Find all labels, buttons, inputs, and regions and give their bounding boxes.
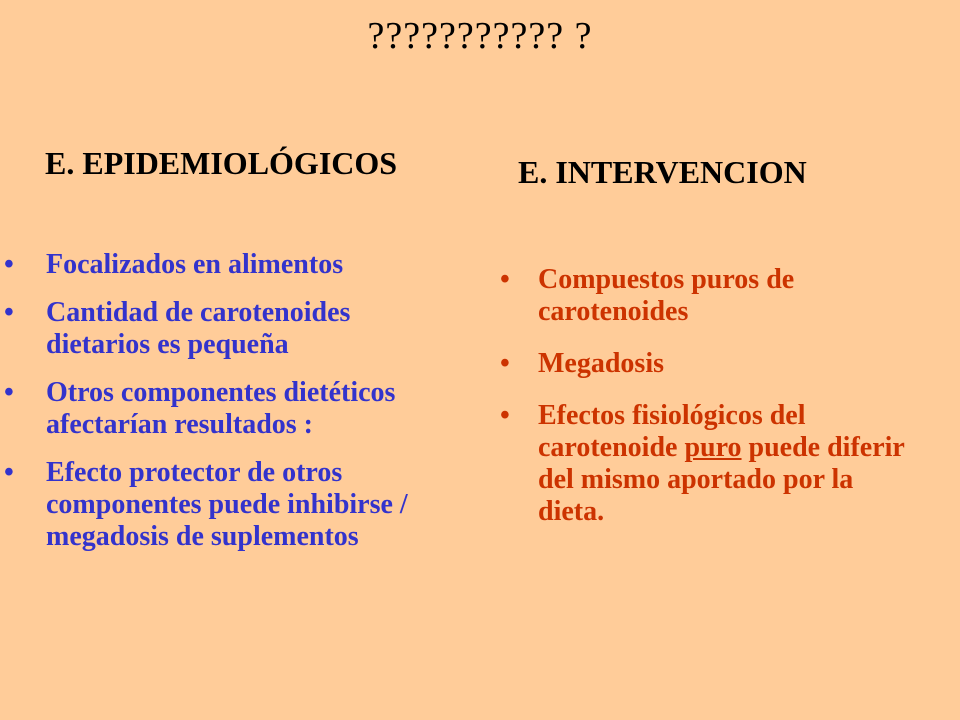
slide-title: ??????????? ? [367, 15, 593, 57]
list-item-text: Efecto protector de otros componentes puede inhibirse / megadosis de suplementos [46, 457, 408, 552]
bullet-icon: • [4, 297, 14, 328]
list-item-text: Cantidad de carotenoides dietarios es pequeña [46, 297, 351, 360]
bullet-icon: • [500, 400, 510, 431]
list-item-text: Otros componentes dietéticos afectarían resultados : [46, 377, 396, 440]
list-item-text-part: Efectos fisiológicos del carotenoide [538, 400, 806, 463]
list-item-text [538, 400, 904, 527]
bullet-icon: • [4, 377, 14, 408]
epidemiologicos-list [2, 249, 452, 569]
list-item [2, 377, 452, 441]
bullet-icon: • [500, 264, 510, 295]
intervencion-list [498, 264, 918, 548]
list-item [498, 348, 918, 380]
bullet-icon: • [4, 457, 14, 488]
list-item [498, 400, 918, 528]
bullet-icon: • [500, 348, 510, 379]
list-item [498, 264, 918, 328]
underlined-word: puro [684, 432, 742, 463]
list-item-text: Focalizados en alimentos [46, 249, 344, 280]
list-item [2, 457, 452, 553]
bullet-icon: • [4, 249, 14, 280]
list-item [2, 249, 452, 281]
heading-intervencion: E. INTERVENCION [518, 154, 807, 190]
heading-epidemiologicos: E. EPIDEMIOLÓGICOS [45, 145, 398, 181]
list-item-text: Compuestos puros de carotenoides [538, 264, 795, 327]
list-item-text: Megadosis [538, 348, 664, 379]
list-item-text-part: puede diferir del mismo aportado por la dieta. [538, 432, 905, 527]
list-item [2, 297, 452, 361]
